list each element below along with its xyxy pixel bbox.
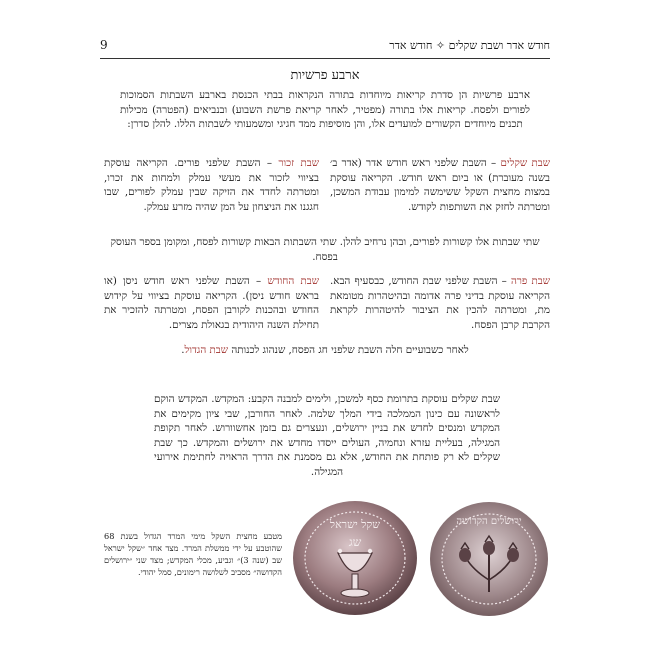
- coin-chalice-image: [290, 498, 420, 618]
- shekalim-text: – השבת שלפני ראש חודש אדר (אדר ב׳ בשנה מעוברת) או ביום ראש חודש. הקריאה עוסקת במצות מחצית השקל ששימשה למימון עבודת המשכן, ומטרתה לחזק את השותפות לקודש.: [330, 157, 550, 213]
- hagadol-term: שבת הגדול: [184, 344, 229, 356]
- shekalim-entry: [330, 156, 550, 214]
- coin-pomegranates-image: [428, 500, 550, 618]
- running-head: חודש אדר ושבת שקלים ✧ חודש אדר: [389, 39, 550, 52]
- hachodesh-term: שבת החודש: [267, 275, 319, 287]
- intro-paragraph: ארבע פרשיות הן סדרת קריאות מיוחדות בתורה הנקראות בבתי הכנסת בארבע השבתות הסמוכות לפורים ולפסח. קריאות אלו בתורה (מפטיר, לאחר קריאת פרשת השבוע) ובנביאים (הפטרה) מכילות תכנים מיוחדים הקשורים למועדים אלו, והן מוסיפות ממד חגיגי ומשמעותי לשבתות הללו. להלן סדרן:: [120, 89, 530, 131]
- essay-paragraph: שבת שקלים עוסקת בתרומת כסף למשכן, ולימים למבנה הקבע: המקדש. המקדש הוקם לראשונה עם כינון הממלכה בידי המלך שלמה. לאחר החורבן, שבי ציון מקימים את המקדש ומנסים לחדש את בניין ירושלים, ונעצרים גם בזמן אחשוורוש. לאחר תקופת המגילה, בעליית עזרא ונחמיה, העולים ייסדו מחדש את ירושלים והמקדש. כך שבת שקלים לא רק פותחת את החודש, אלא גם מסמנת את הדרך הראויה לחתימת אירועי המגילה.: [154, 393, 500, 478]
- zachor-text: – השבת שלפני פורים. הקריאה עוסקת בציווי לזכור את מעשי עמלק ולמחות את זכרו, ומטרתה לחדד את הזיקה שבין עמלק לפורים, שבו חגגנו את הניצחון על המן שהיה מזרע עמלק.: [104, 157, 319, 213]
- page-header: [100, 38, 550, 56]
- coin-back-ring-text: ירושלים הקדושה: [456, 516, 522, 527]
- hachodesh-entry: [104, 274, 319, 332]
- final-text: לאחר כשבועיים חלה השבת שלפני חג הפסח, שנהוג לכנותה: [228, 344, 469, 356]
- hachodesh-text: – השבת שלפני ראש חודש ניסן (או בראש חודש ניסן). הקריאה עוסקת בציווי על קידוש החודש ובהכנות לקורבן הפסח, ומטרתה להזכיר את תחילת השנה היהודית בגאולת מצרים.: [104, 275, 319, 331]
- header-rule: [100, 58, 550, 59]
- coin-front-center-text: שג: [348, 535, 362, 549]
- parah-term: שבת פרה: [510, 275, 550, 287]
- section-title: ארבע פרשיות: [290, 68, 360, 83]
- coin-caption: מטבע מחצית השקל מימי המרד הגדול בשנת 68 שהוטבע על ידי ממשלת המרד. מצד אחד ״שקל ישראל שב (שנה 3)״ וגביע, מכלי המקדש; מצד שני ״ירושלים הקדושה״ מסביב לשלושה רימונים, סמל יהודי.: [104, 531, 283, 577]
- shabbat-hagadol-paragraph: [100, 343, 550, 358]
- parah-text: – השבת שלפני שבת החודש, כבסעיף הבא. הקריאה עוסקת בדיני פרה אדומה ובהיטהרות מטומאת מת, ומטרתה להכין את הציבור להיטהרות לקראת הקרבת קרבן הפסח.: [330, 275, 550, 331]
- final-end: .: [181, 344, 185, 356]
- parah-entry: [330, 274, 550, 332]
- mid-paragraph: שתי שבתות אלו קשורות לפורים, ובהן נרחיב להלן. שתי השבתות הבאות קשורות לפסח, ומקומן בספר העוסק בפסח.: [110, 236, 540, 263]
- page-number: 9: [100, 38, 108, 52]
- zachor-term: שבת זכור: [278, 157, 319, 169]
- coin-front-top-text: שקל ישראל: [329, 518, 381, 531]
- zachor-entry: [104, 156, 319, 214]
- shekalim-term: שבת שקלים: [500, 157, 550, 169]
